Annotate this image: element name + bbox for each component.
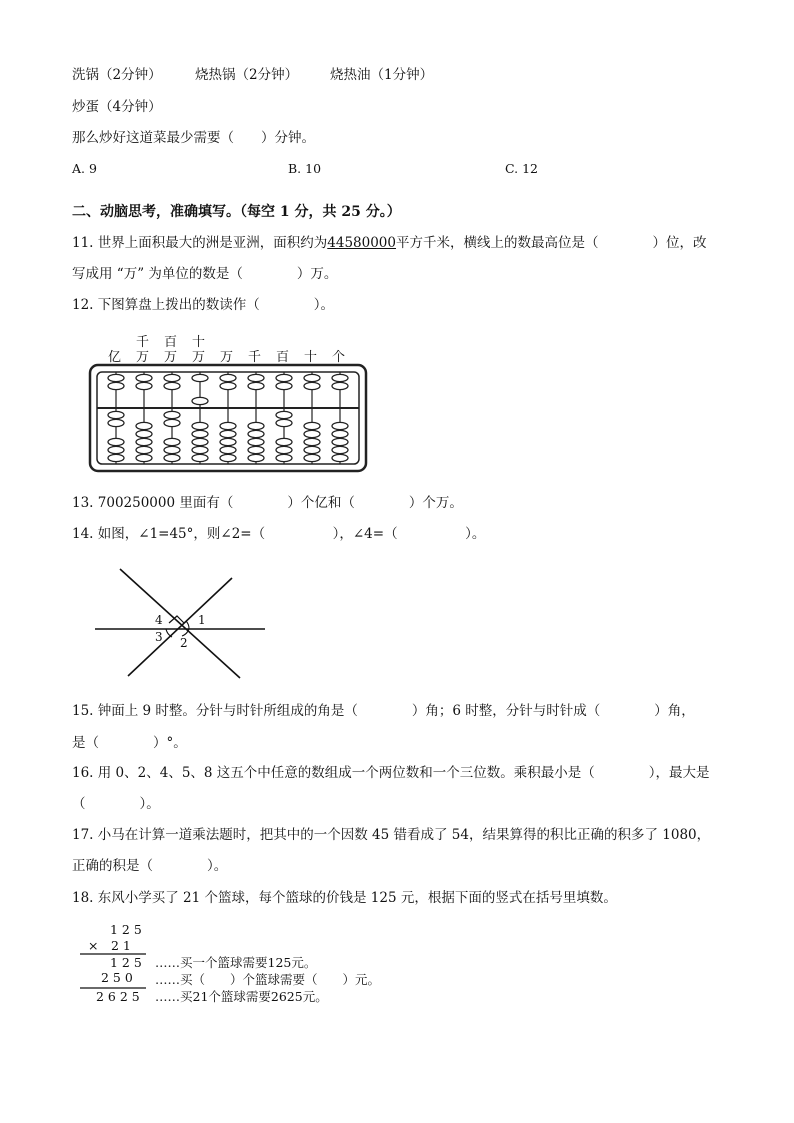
abacus-bead: [192, 397, 208, 404]
abacus-bead: [248, 446, 264, 453]
abacus-label-baiwan: 万: [164, 350, 178, 365]
q13-text: 13. 700250000 里面有（ ）个亿和（ ）个万。: [72, 495, 463, 511]
abacus-bead: [192, 446, 208, 453]
abacus-label-shiwan: 万: [192, 350, 206, 365]
abacus-bead: [108, 438, 124, 445]
abacus-bead: [108, 411, 124, 418]
abacus-bead: [332, 430, 348, 437]
abacus-bead: [136, 454, 152, 461]
q18-text: 18. 东风小学买了 21 个篮球，每个篮球的价钱是 125 元，根据下面的竖式在括号里填数。: [72, 890, 617, 906]
q10-step-wash: 洗锅（2分钟）: [72, 67, 162, 83]
angle-label-1: 1: [198, 613, 206, 627]
abacus-bead: [164, 374, 180, 381]
q10-step-heat-oil: 烧热油（1分钟）: [330, 67, 434, 83]
abacus-bead: [276, 382, 292, 389]
abacus-bead: [304, 438, 320, 445]
abacus-bead: [220, 454, 236, 461]
calc-partial-2: 2 5 0: [101, 970, 133, 985]
abacus-bead: [136, 422, 152, 429]
abacus-bead: [304, 446, 320, 453]
q11-text-pre: 11. 世界上面积最大的洲是亚洲，面积约为: [72, 235, 328, 251]
abacus-bead: [136, 382, 152, 389]
q10-step-heat-pan: 烧热锅（2分钟）: [195, 67, 299, 83]
abacus-bead: [220, 374, 236, 381]
abacus-bead: [304, 374, 320, 381]
abacus-bead: [248, 430, 264, 437]
q14-text: 14. 如图，∠1=45°，则∠2=（ ），∠4=（ ）。: [72, 526, 486, 542]
abacus-bead: [276, 438, 292, 445]
q11-text-post: 平方千米，横线上的数最高位是（ ）位，改: [395, 235, 707, 251]
abacus-bead: [220, 422, 236, 429]
abacus-bead: [108, 382, 124, 389]
q17-line1: 17. 小马在计算一道乘法题时，把其中的一个因数 45 错看成了 54，结果算得的积比正确的积多了 1080，: [72, 827, 711, 843]
q10-step-fry-egg: 炒蛋（4分钟）: [72, 99, 162, 115]
abacus-label-bai: 百: [276, 350, 290, 365]
abacus-label-wan: 万: [220, 350, 234, 365]
abacus-bead: [108, 446, 124, 453]
abacus-label-yi: 亿: [108, 350, 122, 365]
abacus-label-qian: 千: [248, 350, 262, 365]
abacus-bead: [248, 438, 264, 445]
abacus-label-top-shi: 十: [192, 335, 206, 350]
q10-option-a: A. 9: [72, 161, 97, 176]
abacus-bead: [220, 430, 236, 437]
abacus-bead: [164, 438, 180, 445]
abacus-bead: [192, 438, 208, 445]
abacus-bead: [332, 374, 348, 381]
abacus-bead: [332, 446, 348, 453]
angle-label-4: 4: [155, 613, 163, 627]
abacus-label-top-qian: 千: [136, 335, 150, 350]
q15-line2: 是（ ）°。: [72, 735, 187, 751]
abacus-bead: [108, 419, 124, 426]
abacus-bead: [220, 446, 236, 453]
q11-line2: 写成用 “万” 为单位的数是（ ）万。: [72, 266, 338, 282]
q12-text: 12. 下图算盘上拨出的数读作（ ）。: [72, 297, 335, 313]
abacus-bead: [304, 430, 320, 437]
diagonal-line-down: [120, 569, 240, 678]
abacus-bead: [192, 430, 208, 437]
abacus-bead: [220, 382, 236, 389]
diagonal-line-up: [128, 578, 232, 676]
calc-multiplier: × 2 1: [88, 938, 131, 953]
abacus-bead: [248, 382, 264, 389]
abacus-label-top-bai: 百: [164, 335, 178, 350]
abacus-bead: [108, 454, 124, 461]
abacus-bead: [332, 438, 348, 445]
angle-arc-2: [182, 629, 189, 636]
abacus-bead: [276, 446, 292, 453]
abacus-label-shi: 十: [304, 350, 318, 365]
abacus-bead: [136, 438, 152, 445]
q15-line1: 15. 钟面上 9 时整。分针与时针所组成的角是（ ）角；6 时整，分针与时针成（ ）角，: [72, 703, 695, 719]
q10-option-c: C. 12: [505, 161, 538, 176]
abacus-bead: [332, 454, 348, 461]
abacus-bead: [304, 454, 320, 461]
abacus-figure: [90, 365, 366, 471]
abacus-bead: [304, 422, 320, 429]
abacus-bead: [276, 454, 292, 461]
abacus-bead: [164, 419, 180, 426]
abacus-bead: [248, 374, 264, 381]
abacus-bead: [332, 382, 348, 389]
abacus-bead: [136, 446, 152, 453]
angle-label-3: 3: [155, 630, 163, 644]
abacus-bead: [192, 374, 208, 381]
q16-line1: 16. 用 0、2、4、5、8 这五个中任意的数组成一个两位数和一个三位数。乘积最小是（ ），最大是: [72, 765, 710, 781]
abacus-bead: [220, 438, 236, 445]
calc-result: 2 6 2 5: [96, 989, 140, 1004]
abacus-bead: [304, 382, 320, 389]
q16-line2: （ ）。: [72, 796, 160, 812]
q17-line2: 正确的积是（ ）。: [72, 858, 228, 874]
q10-option-b: B. 10: [288, 161, 322, 176]
angle-diagram: [95, 569, 265, 678]
abacus-bead: [332, 422, 348, 429]
abacus-bead: [164, 382, 180, 389]
calc-note-3: ……买21个篮球需要2625元。: [155, 989, 328, 1004]
calc-partial-1: 1 2 5: [110, 955, 142, 970]
angle-label-2: 2: [180, 636, 188, 650]
abacus-label-qianwan: 万: [136, 350, 150, 365]
q11-underlined-number: 44580000: [327, 235, 396, 251]
abacus-bead: [248, 422, 264, 429]
abacus-bead: [164, 446, 180, 453]
section-heading: 二、动脑思考，准确填写。（每空 1 分，共 25 分。）: [72, 204, 401, 220]
abacus-bead: [136, 374, 152, 381]
calc-note-1: ……买一个篮球需要125元。: [155, 955, 317, 970]
angle-arc-1: [186, 621, 189, 629]
calc-note-2: ……买（ ）个篮球需要（ ）元。: [155, 972, 381, 987]
abacus-bead: [276, 374, 292, 381]
calc-multiplicand: 1 2 5: [110, 922, 142, 937]
abacus-bead: [248, 454, 264, 461]
abacus-label-ge: 个: [332, 350, 346, 365]
abacus-bead: [192, 422, 208, 429]
abacus-bead: [276, 411, 292, 418]
abacus-bead: [108, 374, 124, 381]
abacus-bead: [164, 454, 180, 461]
abacus-bead: [276, 419, 292, 426]
abacus-bead: [164, 411, 180, 418]
abacus-bead: [192, 454, 208, 461]
q10-question: 那么炒好这道菜最少需要（ ）分钟。: [72, 130, 315, 146]
abacus-bead: [136, 430, 152, 437]
